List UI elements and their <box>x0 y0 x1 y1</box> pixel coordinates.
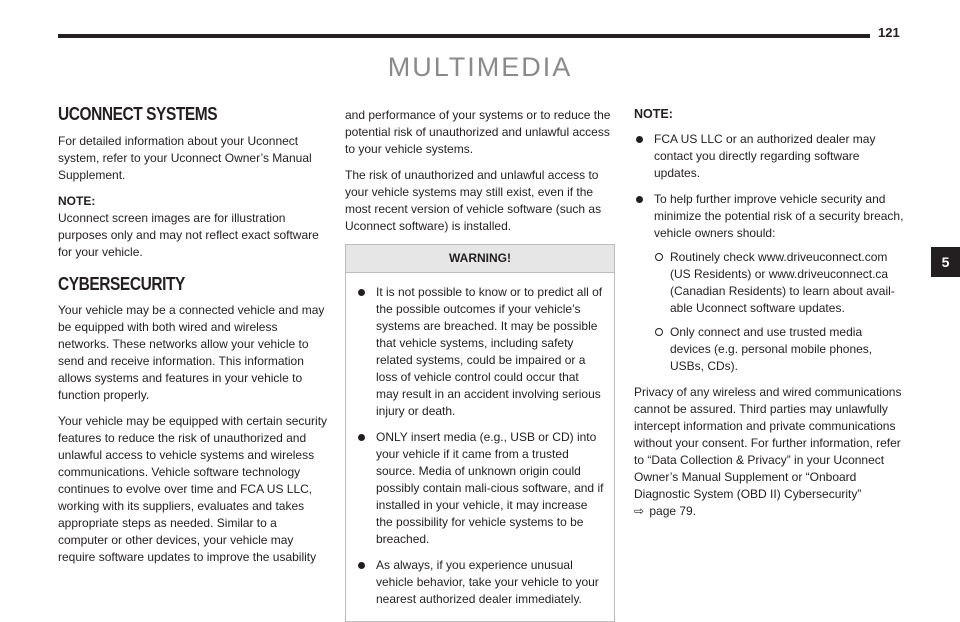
sub-item-text: Only connect and use trusted media devices (e.g. personal mobile phones, USBs, CDs). <box>670 325 873 373</box>
note-text: Uconnect screen images are for illustration purposes only and may not reflect exact software for your vehicle. <box>58 211 319 259</box>
uconnect-heading: UCONNECT SYSTEMS <box>58 104 218 124</box>
bullet-icon <box>636 136 643 143</box>
continued-paragraph: and performance of your systems or to reduce the potential risk of unauthorized and unlawful access to your vehicle systems. <box>345 108 611 156</box>
warning-item <box>356 429 604 548</box>
chapter-tab[interactable]: 5 <box>931 247 960 277</box>
cyber-paragraph-2: Your vehicle may be equipped with certain security features to reduce the risk of unauthorized and unlawful access to vehicle systems and wireless communications. Vehicle software technology continues to evolve over time and FCA US LLC, working with its suppliers, evaluates and takes appropriate steps as needed. Similar to a computer or other devices, your vehicle may require software updates to improve the usability <box>58 414 328 564</box>
privacy-text: Privacy of any wireless and wired communications cannot be assured. Third parties may unlawfully intercept information and private communications without your consent. For further information, refer to “Data Collection & Privacy” in your Uconnect Owner’s Manual Supplement or “Onboard Diagnostic System (OBD II) Cybersecurity” <box>634 385 902 501</box>
circle-bullet-icon <box>655 328 663 336</box>
sub-list <box>654 249 906 375</box>
note-item <box>634 191 906 375</box>
bullet-icon <box>636 196 643 203</box>
note-label: NOTE: <box>58 194 96 208</box>
header-rule <box>58 34 870 38</box>
column-right <box>634 104 906 529</box>
warning-item-text: ONLY insert media (e.g., USB or CD) into your vehicle if it came from a trusted source. Media of unknown origin could possibly contain mali-cious software, and if installed in your vehicle, it may increase the possibility for vehicle systems to be breached. <box>376 430 604 546</box>
cyber-paragraph-1: Your vehicle may be a connected vehicle and may be equipped with both wired and wireless networks. These networks allow your vehicle to send and receive information. This information allows systems and features in your vehicle to function properly. <box>58 303 325 402</box>
bullet-icon <box>358 289 365 296</box>
page-reference-link[interactable]: page 79. <box>649 504 697 518</box>
note-label: NOTE: <box>634 107 673 121</box>
warning-item <box>356 557 604 608</box>
warning-list <box>356 284 604 608</box>
sub-item <box>654 324 906 375</box>
note-item-text: FCA US LLC or an authorized dealer may contact you directly regarding software updates. <box>654 132 876 180</box>
risk-paragraph: The risk of unauthorized and unlawful access to your vehicle systems may still exist, even if the most recent version of vehicle software (such as Uconnect software) is installed. <box>345 168 602 233</box>
warning-item-text: As always, if you experience unusual vehicle behavior, take your vehicle to your nearest authorized dealer immediately. <box>376 558 599 606</box>
page-reference-arrow-icon: ⇨ <box>634 504 645 518</box>
note-item <box>634 131 906 182</box>
warning-title: WARNING! <box>346 245 614 273</box>
circle-bullet-icon <box>655 253 663 261</box>
note-item-text: To help further improve vehicle security and minimize the potential risk of a security breach, vehicle owners should: <box>654 192 904 240</box>
column-left <box>58 104 328 575</box>
note-list <box>634 131 906 375</box>
uconnect-paragraph: For detailed information about your Uconnect system, refer to your Uconnect Owner’s Manual Supplement. <box>58 134 312 182</box>
cybersecurity-heading: CYBERSECURITY <box>58 274 185 294</box>
warning-box <box>345 244 615 622</box>
sub-item <box>654 249 906 317</box>
privacy-paragraph <box>634 384 906 520</box>
bullet-icon <box>358 562 365 569</box>
bullet-icon <box>358 434 365 441</box>
section-title: MULTIMEDIA <box>387 52 573 82</box>
page-number: 121 <box>878 25 900 40</box>
warning-item <box>356 284 604 420</box>
column-middle <box>345 107 615 622</box>
warning-item-text: It is not possible to know or to predict all of the possible outcomes if your vehicle’s systems are breached. It may be possible that vehicle systems, including safety related systems, could be impaired or a loss of vehicle control could occur that may result in an accident involving serious injury or death. <box>376 285 603 418</box>
sub-item-text: Routinely check www.driveuconnect.com (US Residents) or www.driveuconnect.ca (Canadian Residents) to learn about avail-able Uconnect software updates. <box>670 250 895 315</box>
